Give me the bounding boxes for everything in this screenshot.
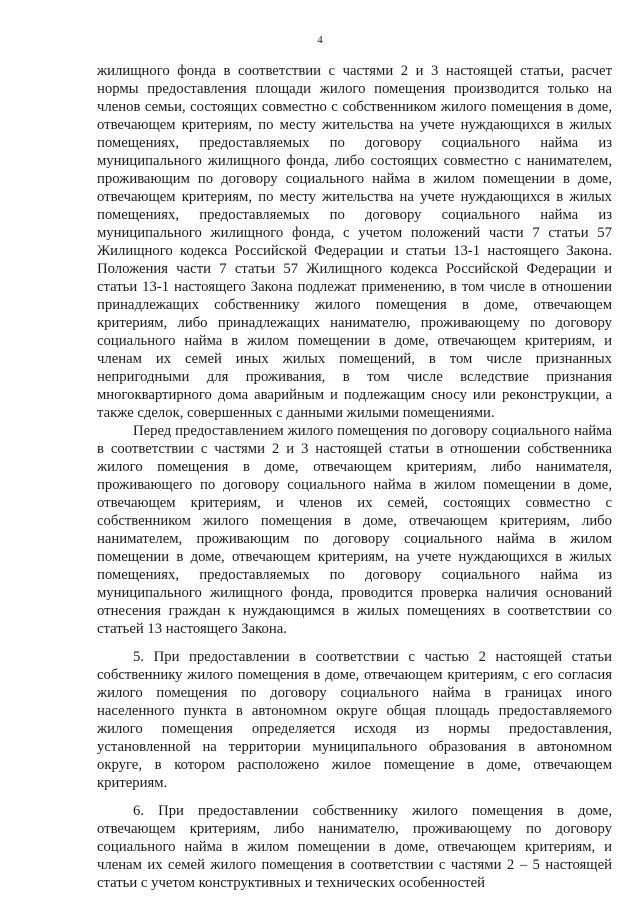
page-number: 4	[317, 34, 323, 46]
paragraph-verification: Перед предоставлением жилого помещения по договору социального найма в соответствии с частями 2 и 3 настоящей статьи в отношении собственника жилого помещения в доме, отвечающем критериям, либо нанимателя, проживающего по договору социального найма в жилом помещении в доме, отвечающем критериям, и членов их семей, состоящих совместно с собственником жилого помещения в доме, отвечающем критериям, либо нанимателем, проживающим по договору социального найма в жилом помещении в доме, отвечающем критериям, на учете нуждающихся в жилых помещениях, предоставляемых по договору социального найма из муниципального жилищного фонда, проводится проверка наличия оснований отнесения граждан к нуждающимся в жилых помещениях в соответствии со статьей 13 настоящего Закона.	[97, 423, 612, 637]
paragraph-continuation: жилищного фонда в соответствии с частями 2 и 3 настоящей статьи, расчет нормы предоставления площади жилого помещения производится только на членов семьи, состоящих совместно с собственником жилого помещения в доме, отвечающем критериям, по месту жительства на учете нуждающихся в жилых помещениях, предоставляемых по договору социального найма из муниципального жилищного фонда, либо состоящих совместно с нанимателем, проживающим по договору социального найма в жилом помещении в доме, отвечающем критериям, по месту жительства на учете нуждающихся в жилых помещениях, предоставляемых по договору социального найма из муниципального жилищного фонда, с учетом положений части 7 статьи 57 Жилищного кодекса Российской Федерации и статьи 13-1 настоящего Закона. Положения части 7 статьи 57 Жилищного кодекса Российской Федерации и статьи 13-1 настоящего Закона подлежат применению, в том числе в отношении принадлежащих собственнику жилого помещения в доме, отвечающем критериям, либо принадлежащих нанимателю, проживающему по договору социального найма в жилом помещении в доме, отвечающем критериям, и членам их семей иных жилых помещений, в том числе признанных непригодными для проживания, в том числе вследствие признания многоквартирного дома аварийным и подлежащим сносу или реконструкции, а также сделок, совершенных с данными жилыми помещениями.	[97, 63, 612, 421]
document-body	[97, 62, 612, 892]
paragraph-clause-6: 6. При предоставлении собственнику жилого помещения в доме, отвечающем критериям, либо нанимателю, проживающему по договору социального найма в жилом помещении в доме, отвечающем критериям, и членам их семей жилого помещения в соответствии с частями 2 – 5 настоящей статьи с учетом конструктивных и технических особенностей	[97, 803, 612, 891]
paragraph-clause-5: 5. При предоставлении в соответствии с частью 2 настоящей статьи собственнику жилого помещения в доме, отвечающем критериям, с его согласия жилого помещения по договору социального найма в границах иного населенного пункта в автономном округе общая площадь предоставляемого жилого помещения определяется исходя из нормы предоставления, установленной на территории муниципального образования в автономном округе, в котором расположено жилое помещение в доме, отвечающем критериям.	[97, 649, 612, 791]
